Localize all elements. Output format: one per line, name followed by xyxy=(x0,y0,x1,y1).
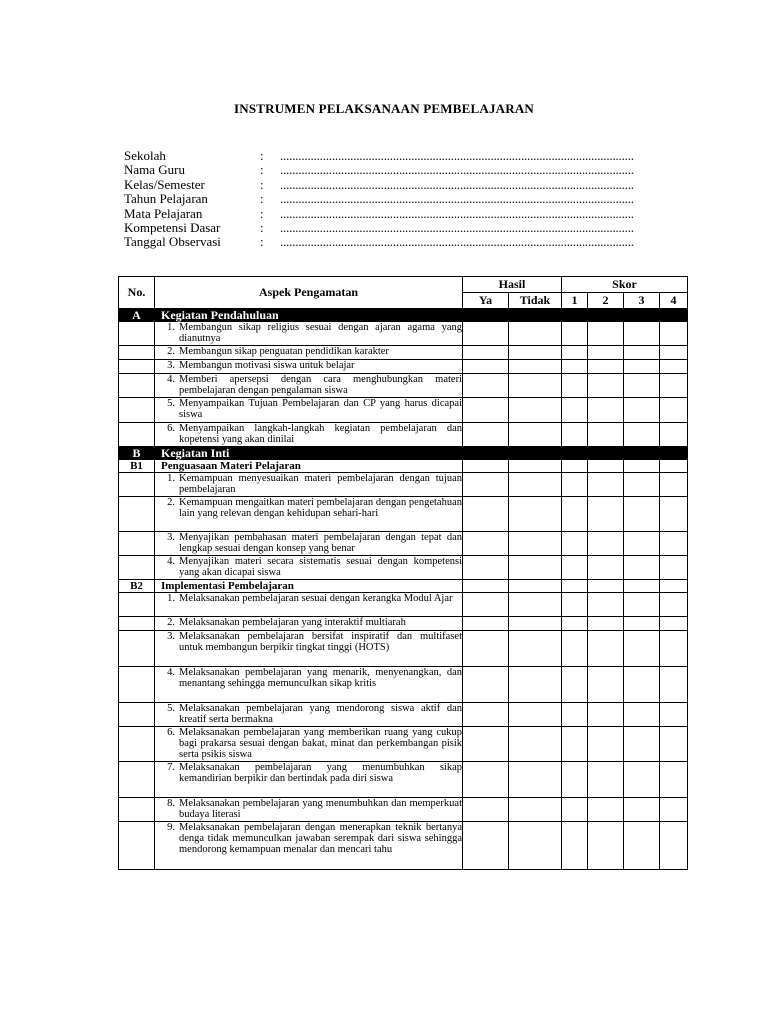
skor-3-cell[interactable] xyxy=(624,473,660,497)
skor-4-cell[interactable] xyxy=(660,727,688,762)
aspek-cell xyxy=(155,762,463,798)
ya-cell[interactable] xyxy=(463,497,509,532)
section-code: A xyxy=(119,309,155,322)
identity-row xyxy=(124,221,664,235)
ya-cell[interactable] xyxy=(463,423,509,447)
observation-table xyxy=(118,276,688,870)
aspek-cell xyxy=(155,727,463,762)
skor-3-cell[interactable] xyxy=(624,360,660,374)
header-ya: Ya xyxy=(463,293,509,309)
item-text: Melaksanakan pembelajaran yang menumbuhkan sikap kemandirian berpikir dan bertindak pada diri siswa xyxy=(179,762,462,784)
item-text: Melaksanakan pembelajaran yang memberikan ruang yang cukup bagi prakarsa sesuai dengan bakat, minat dan perkembangan pisik serta psikis siswa xyxy=(179,727,462,760)
ya-cell[interactable] xyxy=(463,762,509,798)
identity-block xyxy=(124,149,664,250)
ya-cell[interactable] xyxy=(463,556,509,580)
item-number: 5. xyxy=(167,703,175,714)
skor-4-cell[interactable] xyxy=(660,617,688,631)
item-number: 2. xyxy=(167,617,175,628)
table-row xyxy=(119,667,688,703)
tidak-cell[interactable] xyxy=(509,497,562,532)
identity-colon: : xyxy=(260,162,264,178)
table-row xyxy=(119,556,688,580)
aspek-cell xyxy=(155,423,463,447)
item-text: Menyajikan materi secara sistematis sesuai dengan kompetensi yang akan dicapai siswa xyxy=(179,556,462,578)
aspek-cell xyxy=(155,532,463,556)
tidak-cell[interactable] xyxy=(509,532,562,556)
identity-label: Mata Pelajaran xyxy=(124,205,203,221)
table-row xyxy=(119,322,688,346)
tidak-cell[interactable] xyxy=(509,322,562,346)
header-tidak: Tidak xyxy=(509,293,562,309)
skor-4-cell[interactable] xyxy=(660,593,688,617)
identity-label: Tahun Pelajaran xyxy=(124,191,208,207)
ya-cell[interactable] xyxy=(463,346,509,360)
item-text: Membangun sikap religius sesuai dengan ajaran agama yang dianutnya xyxy=(179,322,462,344)
skor-3-cell[interactable] xyxy=(624,556,660,580)
identity-row xyxy=(124,207,664,221)
table-row xyxy=(119,703,688,727)
header-skor-4: 4 xyxy=(660,293,688,309)
identity-fill-line[interactable]: .................................................................................................................... xyxy=(280,235,634,250)
subsection-row xyxy=(119,580,688,593)
header-skor-3: 3 xyxy=(624,293,660,309)
row-no-cell xyxy=(119,398,155,423)
table-row xyxy=(119,593,688,617)
row-no-cell xyxy=(119,360,155,374)
item-number: 6. xyxy=(167,423,175,434)
row-no-cell xyxy=(119,322,155,346)
identity-colon: : xyxy=(260,234,264,250)
ya-cell[interactable] xyxy=(463,822,509,870)
skor-2-cell[interactable] xyxy=(588,593,624,617)
table-row xyxy=(119,798,688,822)
table-row xyxy=(119,374,688,398)
row-no-cell xyxy=(119,556,155,580)
aspek-cell xyxy=(155,374,463,398)
skor-1-cell[interactable] xyxy=(562,346,588,360)
table-row xyxy=(119,631,688,667)
skor-3-cell[interactable] xyxy=(624,822,660,870)
skor-1-cell[interactable] xyxy=(562,423,588,447)
header-skor: Skor xyxy=(562,277,688,293)
subsection-code: B2 xyxy=(119,580,155,593)
skor-2-cell[interactable] xyxy=(588,617,624,631)
tidak-cell[interactable] xyxy=(509,727,562,762)
identity-label: Tanggal Observasi xyxy=(124,234,221,250)
identity-row xyxy=(124,163,664,177)
tidak-cell[interactable] xyxy=(509,822,562,870)
item-number: 2. xyxy=(167,346,175,357)
item-text: Menyampaikan Tujuan Pembelajaran dan CP yang harus dicapai siswa xyxy=(179,398,462,420)
identity-colon: : xyxy=(260,148,264,163)
ya-cell[interactable] xyxy=(463,398,509,423)
identity-colon: : xyxy=(260,219,264,235)
item-text: Melaksanakan pembelajaran yang menarik, menyenangkan, dan menantang sehingga memunculkan sikap kritis xyxy=(179,667,462,689)
ya-cell[interactable] xyxy=(463,593,509,617)
skor-3-cell[interactable] xyxy=(624,667,660,703)
skor-4-cell[interactable] xyxy=(660,473,688,497)
row-no-cell xyxy=(119,798,155,822)
row-no-cell xyxy=(119,631,155,667)
skor-1-cell[interactable] xyxy=(562,556,588,580)
tidak-cell[interactable] xyxy=(509,346,562,360)
item-text: Melaksanakan pembelajaran yang interaktif multiarah xyxy=(179,617,406,628)
skor-3-cell[interactable] xyxy=(624,703,660,727)
skor-4-cell[interactable] xyxy=(660,497,688,532)
skor-4-cell[interactable] xyxy=(660,667,688,703)
skor-3-cell[interactable] xyxy=(624,593,660,617)
skor-4-cell[interactable] xyxy=(660,322,688,346)
ya-cell[interactable] xyxy=(463,703,509,727)
tidak-cell[interactable] xyxy=(509,423,562,447)
identity-colon: : xyxy=(260,205,264,221)
skor-3-cell[interactable] xyxy=(624,346,660,360)
row-no-cell xyxy=(119,667,155,703)
aspek-cell xyxy=(155,556,463,580)
skor-1-cell[interactable] xyxy=(562,727,588,762)
skor-1-cell[interactable] xyxy=(562,617,588,631)
aspek-cell xyxy=(155,593,463,617)
item-number: 5. xyxy=(167,398,175,409)
identity-label: Kompetensi Dasar xyxy=(124,219,221,235)
table-row xyxy=(119,762,688,798)
section-title: Kegiatan Inti xyxy=(155,447,688,460)
item-number: 3. xyxy=(167,631,175,642)
row-no-cell xyxy=(119,703,155,727)
row-no-cell xyxy=(119,497,155,532)
skor-1-cell[interactable] xyxy=(562,762,588,798)
identity-fill-line[interactable]: .................................................................................................................... xyxy=(280,206,634,221)
skor-4-cell[interactable] xyxy=(660,374,688,398)
skor-4-cell[interactable] xyxy=(660,532,688,556)
skor-4-cell[interactable] xyxy=(660,798,688,822)
row-no-cell xyxy=(119,473,155,497)
skor-2-cell[interactable] xyxy=(588,398,624,423)
table-row xyxy=(119,423,688,447)
subsection-row xyxy=(119,460,688,473)
skor-2-cell[interactable] xyxy=(588,322,624,346)
ya-cell[interactable] xyxy=(463,617,509,631)
identity-row xyxy=(124,235,664,249)
skor-2-cell[interactable] xyxy=(588,798,624,822)
skor-1-cell[interactable] xyxy=(562,593,588,617)
table-row xyxy=(119,532,688,556)
skor-2-cell[interactable] xyxy=(588,631,624,667)
skor-2-cell[interactable] xyxy=(588,423,624,447)
aspek-cell xyxy=(155,322,463,346)
ya-cell[interactable] xyxy=(463,667,509,703)
item-text: Kemampuan mengaitkan materi pembelajaran dengan pengetahuan lain yang relevan dengan kehidupan sehari-hari xyxy=(179,497,462,519)
ya-cell[interactable] xyxy=(463,727,509,762)
item-number: 1. xyxy=(167,473,175,484)
identity-fill-line[interactable]: .................................................................................................................... xyxy=(280,220,634,235)
item-text: Menyajikan pembahasan materi pembelajaran dengan tepat dan lengkap sesuai dengan konsep yang benar xyxy=(179,532,462,554)
skor-1-cell[interactable] xyxy=(562,360,588,374)
item-number: 3. xyxy=(167,360,175,371)
skor-2-cell[interactable] xyxy=(588,727,624,762)
header-no: No. xyxy=(119,277,155,309)
row-no-cell xyxy=(119,727,155,762)
aspek-cell xyxy=(155,798,463,822)
skor-2-cell[interactable] xyxy=(588,473,624,497)
item-text: Melaksanakan pembelajaran bersifat inspiratif dan multifaset untuk membangun berpikir tingkat tinggi (HOTS) xyxy=(179,631,462,653)
skor-3-cell[interactable] xyxy=(624,762,660,798)
tidak-cell[interactable] xyxy=(509,617,562,631)
item-text: Membangun motivasi siswa untuk belajar xyxy=(179,360,355,371)
item-number: 4. xyxy=(167,556,175,567)
row-no-cell xyxy=(119,374,155,398)
skor-4-cell[interactable] xyxy=(660,398,688,423)
row-no-cell xyxy=(119,822,155,870)
identity-fill-line[interactable]: .................................................................................................................... xyxy=(280,163,634,178)
skor-4-cell[interactable] xyxy=(660,346,688,360)
tidak-cell[interactable] xyxy=(509,473,562,497)
tidak-cell[interactable] xyxy=(509,360,562,374)
header-skor-2: 2 xyxy=(588,293,624,309)
item-text: Membangun sikap penguatan pendidikan karakter xyxy=(179,346,389,357)
tidak-cell[interactable] xyxy=(509,762,562,798)
aspek-cell xyxy=(155,360,463,374)
skor-1-cell[interactable] xyxy=(562,497,588,532)
skor-3-cell[interactable] xyxy=(624,497,660,532)
skor-2-cell[interactable] xyxy=(588,532,624,556)
tidak-cell[interactable] xyxy=(509,556,562,580)
skor-2-cell[interactable] xyxy=(588,667,624,703)
table-row xyxy=(119,398,688,423)
item-text: Kemampuan menyesuaikan materi pembelajaran dengan tujuan pembelajaran xyxy=(179,473,462,495)
ya-cell[interactable] xyxy=(463,360,509,374)
skor-1-cell[interactable] xyxy=(562,798,588,822)
table-row xyxy=(119,617,688,631)
skor-2-cell[interactable] xyxy=(588,703,624,727)
skor-4-cell[interactable] xyxy=(660,762,688,798)
tidak-cell[interactable] xyxy=(509,667,562,703)
skor-1-cell[interactable] xyxy=(562,473,588,497)
item-text: Melaksanakan pembelajaran yang mendorong siswa aktif dan kreatif serta bermakna xyxy=(179,703,462,725)
identity-label: Kelas/Semester xyxy=(124,176,205,192)
aspek-cell xyxy=(155,497,463,532)
item-text: Melaksanakan pembelajaran dengan menerapkan teknik bertanya denga tidak memunculkan jawaban serempak dari siswa sehingga mendorong kemampuan menalar dan mencari tahu xyxy=(179,822,462,855)
item-text: Memberi apersepsi dengan cara menghubungkan materi pembelajaran dengan pengalaman siswa xyxy=(179,374,462,396)
skor-1-cell[interactable] xyxy=(562,374,588,398)
aspek-cell xyxy=(155,667,463,703)
skor-1-cell[interactable] xyxy=(562,398,588,423)
row-no-cell xyxy=(119,346,155,360)
identity-fill-line[interactable]: .................................................................................................................... xyxy=(280,192,634,207)
identity-fill-line[interactable]: .................................................................................................................... xyxy=(280,177,634,192)
header-hasil: Hasil xyxy=(463,277,562,293)
tidak-cell[interactable] xyxy=(509,631,562,667)
skor-4-cell[interactable] xyxy=(660,822,688,870)
table-row xyxy=(119,346,688,360)
skor-4-cell[interactable] xyxy=(660,360,688,374)
ya-cell[interactable] xyxy=(463,532,509,556)
skor-2-cell[interactable] xyxy=(588,762,624,798)
item-number: 1. xyxy=(167,322,175,333)
section-row xyxy=(119,447,688,460)
section-title: Kegiatan Pendahuluan xyxy=(155,309,688,322)
header-skor-1: 1 xyxy=(562,293,588,309)
row-no-cell xyxy=(119,762,155,798)
section-code: B xyxy=(119,447,155,460)
row-no-cell xyxy=(119,593,155,617)
table-row xyxy=(119,473,688,497)
skor-3-cell[interactable] xyxy=(624,322,660,346)
skor-1-cell[interactable] xyxy=(562,532,588,556)
ya-cell[interactable] xyxy=(463,374,509,398)
skor-1-cell[interactable] xyxy=(562,703,588,727)
skor-4-cell[interactable] xyxy=(660,703,688,727)
item-text: Melaksanakan pembelajaran sesuai dengan kerangka Modul Ajar xyxy=(179,593,453,604)
skor-2-cell[interactable] xyxy=(588,374,624,398)
skor-2-cell[interactable] xyxy=(588,822,624,870)
ya-cell[interactable] xyxy=(463,473,509,497)
item-text: Menyampaikan langkah-langkah kegiatan pembelajaran dan kopetensi yang akan dinilai xyxy=(179,423,462,445)
skor-1-cell[interactable] xyxy=(562,667,588,703)
aspek-cell xyxy=(155,703,463,727)
identity-label: Sekolah xyxy=(124,148,166,163)
tidak-cell[interactable] xyxy=(509,398,562,423)
tidak-cell[interactable] xyxy=(509,798,562,822)
row-no-cell xyxy=(119,423,155,447)
subsection-title: Penguasaan Materi Pelajaran xyxy=(155,460,463,473)
aspek-cell xyxy=(155,822,463,870)
identity-row xyxy=(124,192,664,206)
item-number: 8. xyxy=(167,798,175,809)
aspek-cell xyxy=(155,631,463,667)
skor-3-cell[interactable] xyxy=(624,617,660,631)
skor-4-cell[interactable] xyxy=(660,423,688,447)
skor-2-cell[interactable] xyxy=(588,360,624,374)
item-number: 4. xyxy=(167,374,175,385)
skor-4-cell[interactable] xyxy=(660,631,688,667)
aspek-cell xyxy=(155,346,463,360)
skor-1-cell[interactable] xyxy=(562,631,588,667)
skor-3-cell[interactable] xyxy=(624,798,660,822)
identity-row xyxy=(124,149,664,163)
identity-row xyxy=(124,178,664,192)
item-number: 3. xyxy=(167,532,175,543)
item-number: 6. xyxy=(167,727,175,738)
tidak-cell[interactable] xyxy=(509,374,562,398)
document-title: INSTRUMEN PELAKSANAAN PEMBELAJARAN xyxy=(233,101,535,116)
row-no-cell xyxy=(119,532,155,556)
skor-1-cell[interactable] xyxy=(562,322,588,346)
skor-2-cell[interactable] xyxy=(588,556,624,580)
header-aspek: Aspek Pengamatan xyxy=(155,277,463,309)
skor-3-cell[interactable] xyxy=(624,423,660,447)
table-row xyxy=(119,822,688,870)
skor-3-cell[interactable] xyxy=(624,532,660,556)
row-no-cell xyxy=(119,617,155,631)
skor-2-cell[interactable] xyxy=(588,497,624,532)
identity-colon: : xyxy=(260,191,264,207)
item-text: Melaksanakan pembelajaran yang menumbuhkan dan memperkuat budaya literasi xyxy=(179,798,462,820)
aspek-cell xyxy=(155,617,463,631)
skor-3-cell[interactable] xyxy=(624,398,660,423)
subsection-code: B1 xyxy=(119,460,155,473)
item-number: 1. xyxy=(167,593,175,604)
table-row xyxy=(119,727,688,762)
skor-3-cell[interactable] xyxy=(624,631,660,667)
aspek-cell xyxy=(155,398,463,423)
section-row xyxy=(119,309,688,322)
identity-colon: : xyxy=(260,176,264,192)
skor-3-cell[interactable] xyxy=(624,374,660,398)
aspek-cell xyxy=(155,473,463,497)
item-number: 9. xyxy=(167,822,175,833)
tidak-cell[interactable] xyxy=(509,703,562,727)
table-row xyxy=(119,360,688,374)
ya-cell[interactable] xyxy=(463,322,509,346)
ya-cell[interactable] xyxy=(463,631,509,667)
item-number: 7. xyxy=(167,762,175,773)
subsection-title: Implementasi Pembelajaran xyxy=(155,580,463,593)
skor-3-cell[interactable] xyxy=(624,727,660,762)
item-number: 4. xyxy=(167,667,175,678)
tidak-cell[interactable] xyxy=(509,593,562,617)
identity-fill-line[interactable]: .................................................................................................................... xyxy=(280,149,634,163)
table-row xyxy=(119,497,688,532)
identity-label: Nama Guru xyxy=(124,162,186,178)
ya-cell[interactable] xyxy=(463,798,509,822)
item-number: 2. xyxy=(167,497,175,508)
skor-2-cell[interactable] xyxy=(588,346,624,360)
skor-4-cell[interactable] xyxy=(660,556,688,580)
skor-1-cell[interactable] xyxy=(562,822,588,870)
